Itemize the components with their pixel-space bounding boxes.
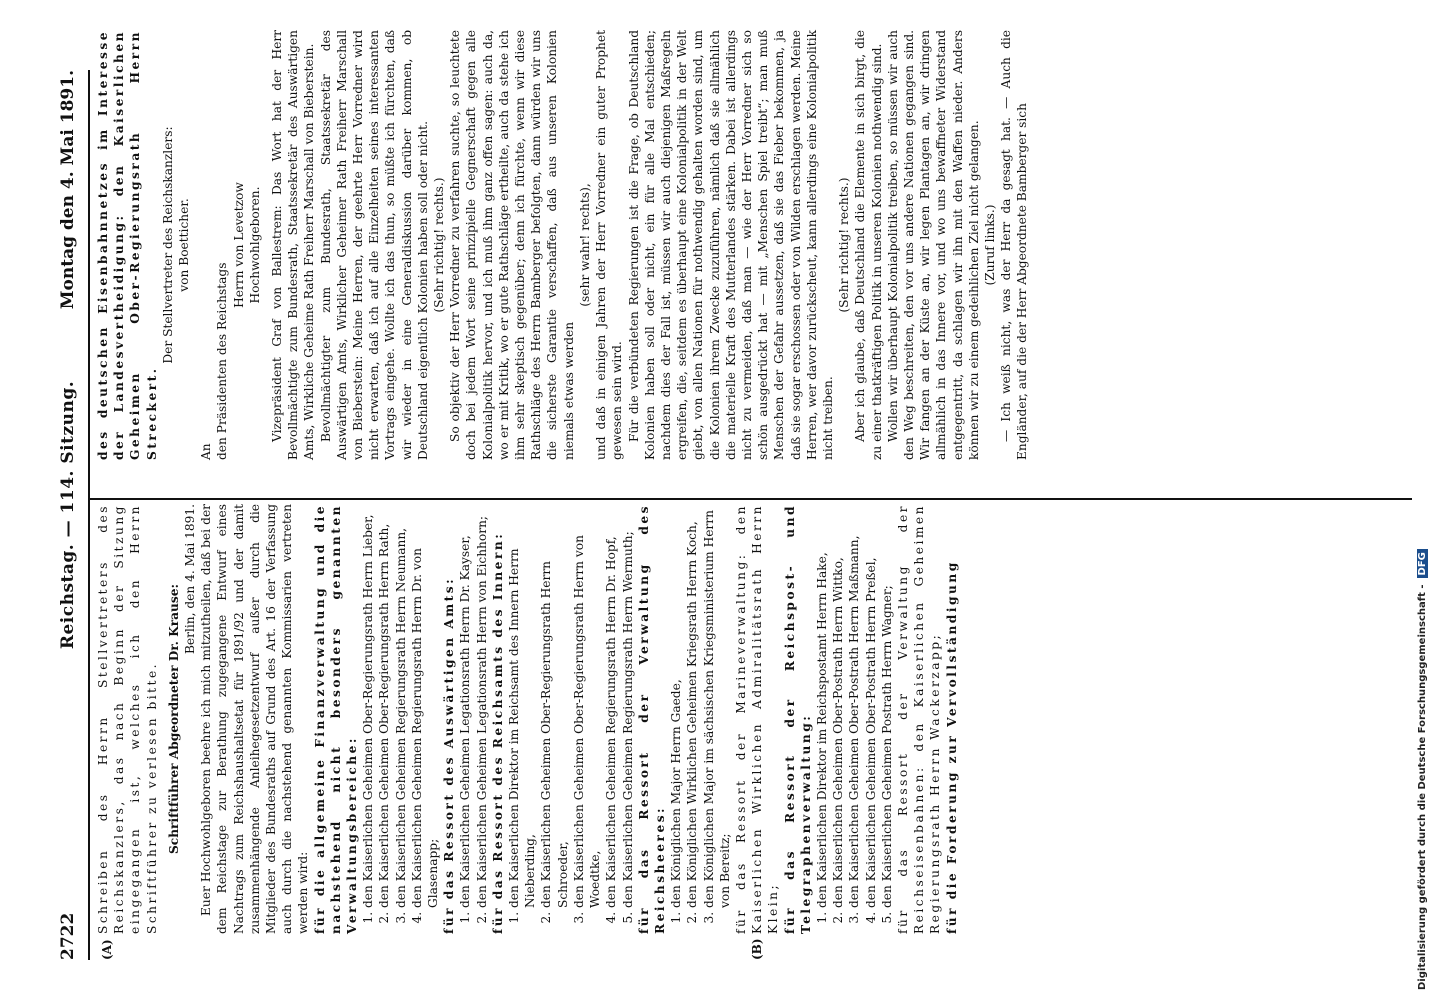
digitization-sidebar [1416, 0, 1432, 1000]
section-heading: für das Ressort der Marineverwaltung: den Kaiserlichen Wirklichen Admiralitätsrath Herrn Klein; [733, 504, 781, 934]
section-heading: für die allgemeine Finanzverwaltung und die nachstehend nicht besonders genannten Verwaltungsbereiche: [312, 504, 360, 934]
speech-paragraph: — Ich weiß nicht, was der Herr da gesagt hat. — Auch die Engländer, auf die der Herr Abgeordnete Bamberger sich [999, 30, 1030, 460]
session-date: Montag den 4. Mai 1891. [58, 70, 78, 310]
margin-marker-b: (B) [750, 938, 764, 960]
signature-name: von Boetticher. [177, 198, 192, 292]
interjection: (Sehr richtig! rechts.) [837, 177, 852, 313]
funding-text: Digitalisierung gefördert durch die Deutsche Forschungsgemeinschaft - [1417, 584, 1428, 990]
continued-text: des deutschen Eisenbahnnetzes im Interesse der Landesvertheidigung: den Kaiserlichen Geheimen Ober-Regierungsrath Herrn Streckert. [96, 30, 159, 460]
list-item: 4. den Kaiserlichen Geheimen Regierungsrath Herrn Dr. Hopf, [603, 504, 619, 908]
commissioner-list [506, 504, 636, 934]
list-item: 3. den Königlichen Major im sächsischen Kriegsministerium Herrn von Bereitz; [701, 504, 733, 908]
commissioner-list [668, 504, 733, 934]
interjection: (Zuruf links.) [982, 204, 997, 286]
session-title: Reichstag. — 114. Sitzung. [58, 380, 78, 650]
address-line: Herrn von Levetzow [231, 182, 246, 308]
list-item: 2. den Kaiserlichen Geheimen Ober-Regierungsrath Herrn Rath, [376, 504, 392, 908]
commissioner-list [457, 504, 489, 934]
list-item: 1. den Kaiserlichen Geheimen Ober-Regierungsrath Herrn Lieber, [360, 504, 376, 908]
speech-paragraph: Aber ich glaube, daß Deutschland die Elemente in sich birgt, die zu einer thatkräftigen Politik in unseren Kolonien nothwendig sind. [853, 30, 884, 460]
speech-paragraph: Vizepräsident Graf von Ballestrem: Das Wort hat der Herr Bevollmächtigte zum Bundesrath, Staatssekretär des Auswärtigen Amts, Wirkliche Geheime Rath Freiherr Marschall von Bieberstein. [270, 30, 317, 460]
commissioner-list [360, 504, 441, 934]
speech-paragraph: Wollen wir überhaupt Kolonialpolitik treiben, so müssen wir auch den Weg beschreiten, den vor uns andere Nationen gegangen sind. Wir fangen an der Küste an, wir legen Plantagen an, wir dringen allmählich in das Innere vor, und wo uns bewaffneter Widerstand entgegentritt, da schlagen wir ihn mit den Waffen nieder. Anders können wir zu einem gedeihlichen Ziel nicht gelangen. [885, 30, 981, 460]
letter-body: Euer Hochwohlgeboren beehre ich mich mitzutheilen, daß bei der dem Reichstage zur Berathung zugegangene Entwurf eines Nachtrags zum Reichshaushaltsetat für 1891/92 und der damit zusammenhängende Anleihegesetzentwurf außer durch die Mitglieder des Bundesraths auf Grund des Art. 16 der Verfassung auch durch die nachstehend genannten Kommissarien vertreten werden wird: [199, 504, 311, 934]
dfg-logo: DFG [1417, 549, 1428, 578]
list-item: 2. den Königlichen Wirklichen Geheimen Kriegsrath Herrn Koch, [684, 504, 700, 908]
speech-paragraph: Bevollmächtigter zum Bundesrath, Staatssekretär des Auswärtigen Amts, Wirklicher Geheimer Rath Freiherr Marschall von Bieberstein: Meine Herren, der geehrte Herr Vorredner wird nicht erwarten, daß ich auf alle Einzelheiten seines interessanten Vortrags eingehe. Wollte ich das thun, so müßte ich fürchten, daß wir wieder in eine Generaldiskussion darüber kommen, ob Deutschland eigentlich Kolonien haben soll oder nicht. [318, 30, 430, 460]
list-item: 4. den Kaiserlichen Geheimen Ober-Postrath Herrn Preßel, [863, 504, 879, 908]
list-item: 1. den Königlichen Major Herrn Gaede, [668, 504, 684, 908]
interjection: (sehr wahr! rechts), [577, 183, 592, 307]
list-item: 1. den Kaiserlichen Direktor im Reichsamt des Innern Herrn Nieberding, [506, 504, 538, 908]
interjection: (Sehr richtig! rechts.) [432, 177, 447, 313]
speech-paragraph: Für die verbündeten Regierungen ist die Frage, ob Deutschland Kolonien haben soll oder nicht, ein für alle Mal entschieden; nachdem dies der Fall ist, müssen wir auch diejenigen Maßregeln ergreifen, die, seitdem es überhaupt eine Kolonialpolitik in der Welt giebt, von allen Nationen für nothwendig gehalten worden sind, um die Kolonien ihrem Zwecke zuzuführen, nämlich daß sie allmählich die materielle Kraft des Mutterlandes stärken. Dabei ist allerdings nicht zu vermeiden, daß man — wie der Herr Vorredner sich so schön ausgedrückt hat — mit „Menschen Spiel treibt“; man muß Menschen der Gefahr aussetzen, daß sie das Fieber bekommen, ja daß sie sogar erschossen oder von Wilden erschlagen werden. Meine Herren, wer davor zurückscheut, kann allerdings eine Kolonialpolitik nicht treiben. [626, 30, 835, 460]
margin-marker-a: (A) [100, 939, 114, 960]
page-number: 2722 [58, 912, 78, 960]
column-divider [90, 498, 1412, 500]
address-line: den Präsidenten des Reichstags [215, 262, 230, 460]
left-column [95, 504, 960, 934]
letter-dateline: Berlin, den 4. Mai 1891. [183, 504, 198, 655]
signature-title: Der Stellvertreter des Reichskanzlers: [160, 126, 175, 364]
commissioner-list [814, 504, 895, 934]
speech-paragraph: und daß in einigen Jahren der Herr Vorredner ein guter Prophet gewesen sein wird. [594, 30, 625, 460]
address-line: An [199, 443, 214, 460]
section-heading: für das Ressort der Reichspost- und Telegraphenverwaltung: [782, 504, 813, 934]
list-item: 4. den Kaiserlichen Geheimen Regierungsrath Herrn Dr. von Glasenapp; [409, 504, 441, 908]
section-heading: für das Ressort der Verwaltung der Reichseisenbahnen: den Kaiserlichen Geheimen Regierungsrath Herrn Wackerzapp; [895, 504, 943, 934]
list-item: 1. den Kaiserlichen Direktor im Reichspostamt Herrn Hake, [814, 504, 830, 908]
list-item: 2. den Kaiserlichen Geheimen Ober-Postrath Herrn Wittko, [830, 504, 846, 908]
list-item: 1. den Kaiserlichen Geheimen Legationsrath Herrn Dr. Kayser, [457, 504, 473, 908]
speech-paragraph: So objektiv der Herr Vorredner zu verfahren suchte, so leuchtete doch bei jedem Wort seine prinzipielle Gegnerschaft gegen alle Kolonialpolitik hervor, und ich muß ihm ganz offen sagen: auch da, wo er mit Kritik, wo er gute Rathschläge ertheilte, auch da stehe ich ihm sehr skeptisch gegenüber; denn ich fürchte, wenn wir diese Rathschläge des Herrn Bamberger befolgten, dann würden wir uns die sicherste Garantie verschaffen, daß aus unseren Kolonien niemals etwas werden [448, 30, 576, 460]
page-header [58, 70, 84, 960]
list-item: 2. den Kaiserlichen Geheimen Ober-Regierungsrath Herrn Schroeder, [538, 504, 570, 908]
list-item: 3. den Kaiserlichen Geheimen Regierungsrath Herrn Neumann, [393, 504, 409, 908]
list-item: 5. den Kaiserlichen Geheimen Postrath Herrn Wagner; [879, 504, 895, 908]
section-heading: für die Forderung zur Vervollständigung [944, 560, 959, 934]
list-item: 2. den Kaiserlichen Geheimen Legationsrath Herrn von Eichhorn; [474, 504, 490, 908]
list-item: 3. den Kaiserlichen Geheimen Ober-Regierungsrath Herrn von Woedtke, [571, 504, 603, 908]
reader-heading: Schriftführer Abgeordneter Dr. Krause: [166, 583, 181, 855]
section-heading: für das Ressort des Auswärtigen Amts: [442, 576, 457, 934]
header-rule [88, 70, 90, 960]
section-heading: für das Ressort der Verwaltung des Reichsheeres: [636, 504, 667, 934]
section-heading: für das Ressort des Reichsamts des Innern: [490, 531, 505, 934]
list-item: 5. den Kaiserlichen Geheimen Regierungsrath Herrn Wermuth; [620, 504, 636, 908]
funding-note [1417, 0, 1432, 990]
right-column [95, 30, 1031, 460]
intro-paragraph: Schreiben des Herrn Stellvertreters des Reichskanzlers, das nach Beginn der Sitzung eingegangen ist, welches ich den Herrn Schriftführer zu verlesen bitte. [96, 504, 159, 934]
address-line: Hochwohlgeboren. [247, 186, 262, 304]
list-item: 3. den Kaiserlichen Geheimen Ober-Postrath Herrn Maßmann, [846, 504, 862, 908]
